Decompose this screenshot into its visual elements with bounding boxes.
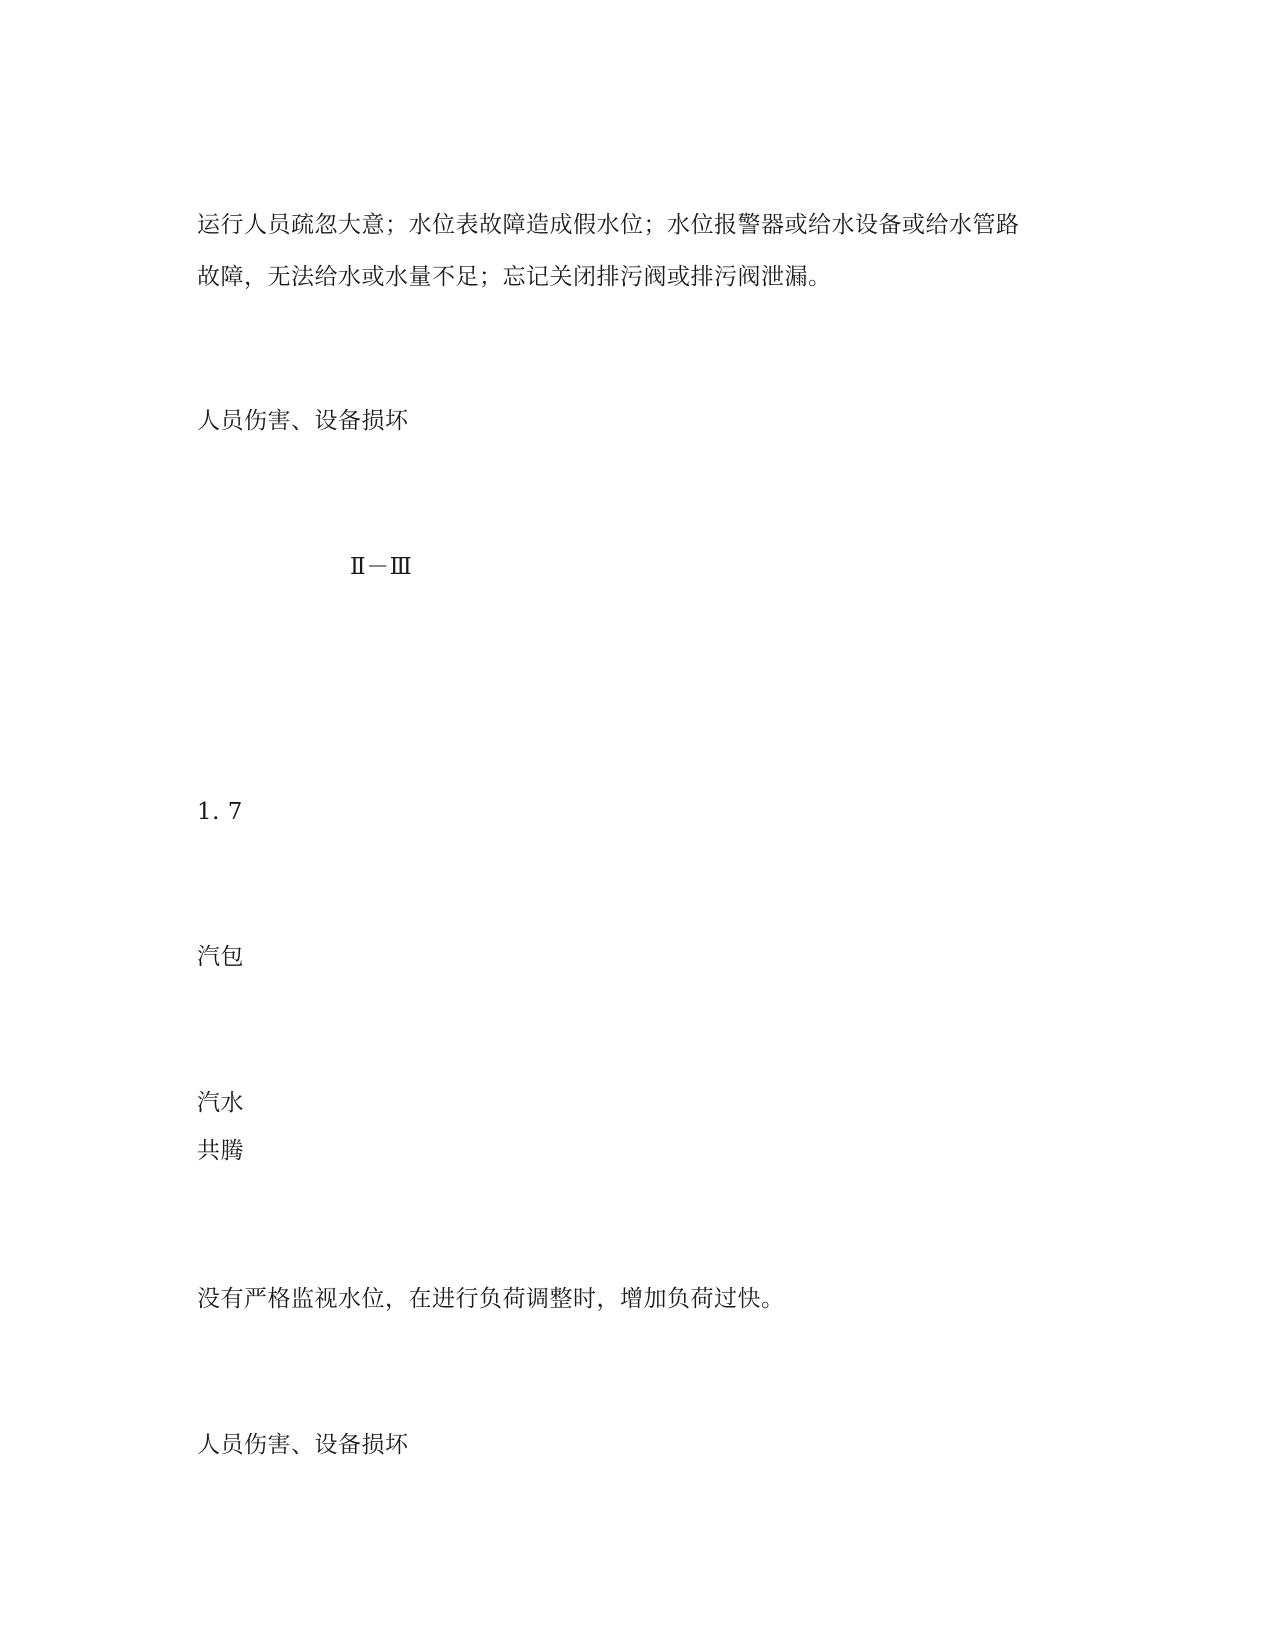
section-number: 1. 7 xyxy=(197,799,243,825)
cause-text-2: 没有严格监视水位，在进行负荷调整时，增加负荷过快。 xyxy=(197,1286,785,1312)
consequence-text: 人员伤害、设备损坏 xyxy=(197,408,409,434)
hazard-name-line-2: 共腾 xyxy=(197,1138,244,1164)
risk-level: Ⅱ－Ⅲ xyxy=(350,554,413,580)
component-name: 汽包 xyxy=(197,944,244,970)
cause-text-line-2: 故障，无法给水或水量不足；忘记关闭排污阀或排污阀泄漏。 xyxy=(197,264,832,290)
cause-text-line-1: 运行人员疏忽大意；水位表故障造成假水位；水位报警器或给水设备或给水管路 xyxy=(197,212,1020,238)
hazard-name-line-1: 汽水 xyxy=(197,1090,244,1116)
consequence-text-2: 人员伤害、设备损坏 xyxy=(197,1432,409,1458)
